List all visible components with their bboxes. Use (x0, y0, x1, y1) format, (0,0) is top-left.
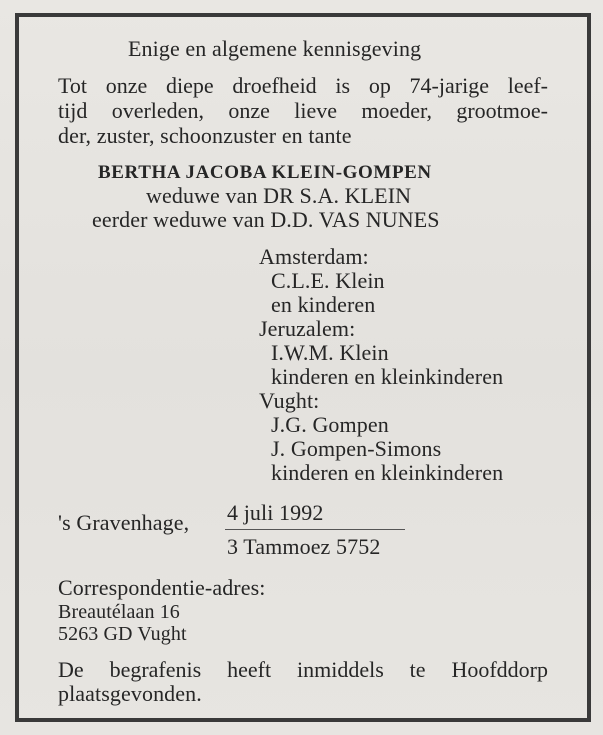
date-hebrew: 3 Tammoez 5752 (227, 534, 381, 559)
widow-of-line: weduwe van DR S.A. KLEIN (146, 183, 412, 208)
family-member: C.L.E. Klein (271, 268, 385, 293)
widow-of-line: eerder weduwe van D.D. VAS NUNES (92, 207, 440, 232)
notice-heading: Enige en algemene kennisgeving (128, 36, 422, 61)
family-city: Amsterdam: (259, 244, 369, 269)
family-member: kinderen en kleinkinderen (271, 364, 504, 389)
funeral-line: plaatsgevonden. (58, 681, 202, 706)
date-divider (225, 529, 405, 530)
intro-line: der, zuster, schoonzuster en tante (58, 123, 352, 148)
family-city: Jeruzalem: (259, 316, 356, 341)
correspondence-label: Correspondentie-adres: (58, 575, 266, 600)
family-member: en kinderen (271, 292, 376, 317)
funeral-line: De begrafenis heeft inmiddels te Hoofddorp (58, 657, 548, 682)
address-line: Breautélaan 16 (58, 601, 180, 623)
family-member: J.G. Gompen (271, 412, 389, 437)
family-member: J. Gompen-Simons (271, 436, 442, 461)
intro-line: tijd overleden, onze lieve moeder, grootmoe- (58, 98, 548, 123)
place: 's Gravenhage, (58, 510, 190, 535)
date-gregorian: 4 juli 1992 (227, 500, 324, 525)
family-member: kinderen en kleinkinderen (271, 460, 504, 485)
address-line: 5263 GD Vught (58, 623, 187, 645)
intro-line: Tot onze diepe droefheid is op 74-jarige leef- (58, 73, 548, 98)
deceased-name: BERTHA JACOBA KLEIN-GOMPEN (98, 162, 432, 183)
family-city: Vught: (259, 388, 320, 413)
family-member: I.W.M. Klein (271, 340, 389, 365)
